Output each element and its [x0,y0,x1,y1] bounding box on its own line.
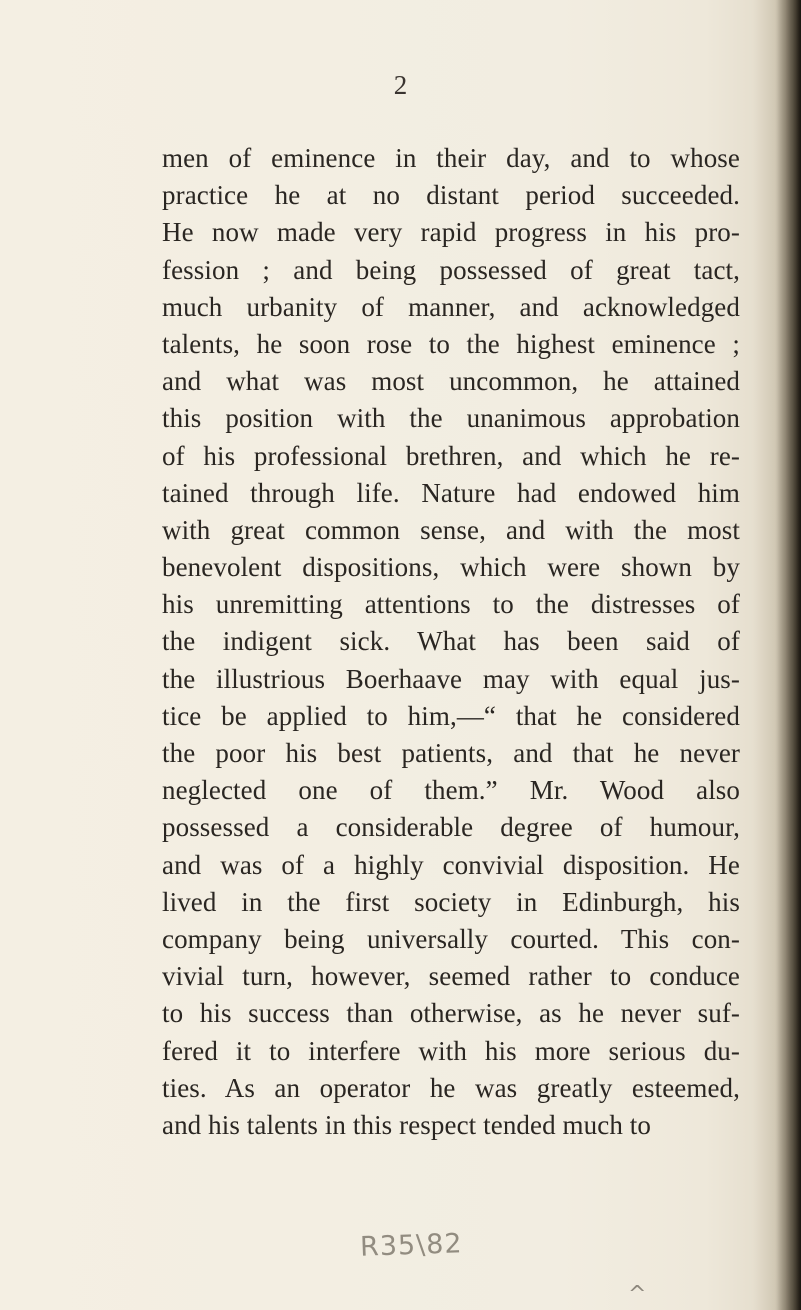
text-line: lived in the first society in Edinburgh, his [162,886,740,917]
page-number: 2 [393,70,408,100]
text-line: practice he at no distant period succeeded. [162,180,740,211]
text-line: the illustrious Boerhaave may with equal jus- [162,663,740,694]
text-line: benevolent dispositions, which were shown by [162,552,740,583]
text-line: his unremitting attentions to the distresses of [162,589,740,620]
text-line: vivial turn, however, seemed rather to conduce [162,961,740,992]
text-line: of his professional brethren, and which he re- [162,440,740,471]
text-line: He now made very rapid progress in his pro- [162,217,740,248]
handwritten-shelf-mark: R35\82 [359,1228,464,1263]
text-line: tained through life. Nature had endowed him [162,477,740,508]
text-line: the poor his best patients, and that he never [162,738,740,768]
text-line: and was of a highly convivial disposition. He [162,849,740,880]
text-line: men of eminence in their day, and to whose [162,143,740,173]
pencil-mark: ^ [628,1282,647,1307]
text-line: and his talents in this respect tended much to [162,1109,651,1140]
text-line: fession ; and being possessed of great tact, [162,254,740,285]
text-line: with great common sense, and with the most [162,514,740,545]
binding-shadow [775,0,801,1310]
text-line: neglected one of them.” Mr. Wood also [162,775,740,806]
text-line: fered it to interfere with his more serious du- [162,1035,740,1066]
text-line: possessed a considerable degree of humour, [162,812,740,843]
text-line: and what was most uncommon, he attained [162,366,740,397]
text-line: talents, he soon rose to the highest eminence ; [162,328,740,359]
text-line: to his success than otherwise, as he never suf- [162,998,740,1029]
text-line: company being universally courted. This con- [162,923,740,954]
text-line: this position with the unanimous approbation [162,403,740,434]
text-line: tice be applied to him,—“ that he considered [162,700,740,731]
text-line: the indigent sick. What has been said of [162,626,740,657]
text-line: ties. As an operator he was greatly esteemed, [162,1072,740,1103]
body-text [162,140,740,1144]
text-line: much urbanity of manner, and acknowledged [162,291,740,322]
